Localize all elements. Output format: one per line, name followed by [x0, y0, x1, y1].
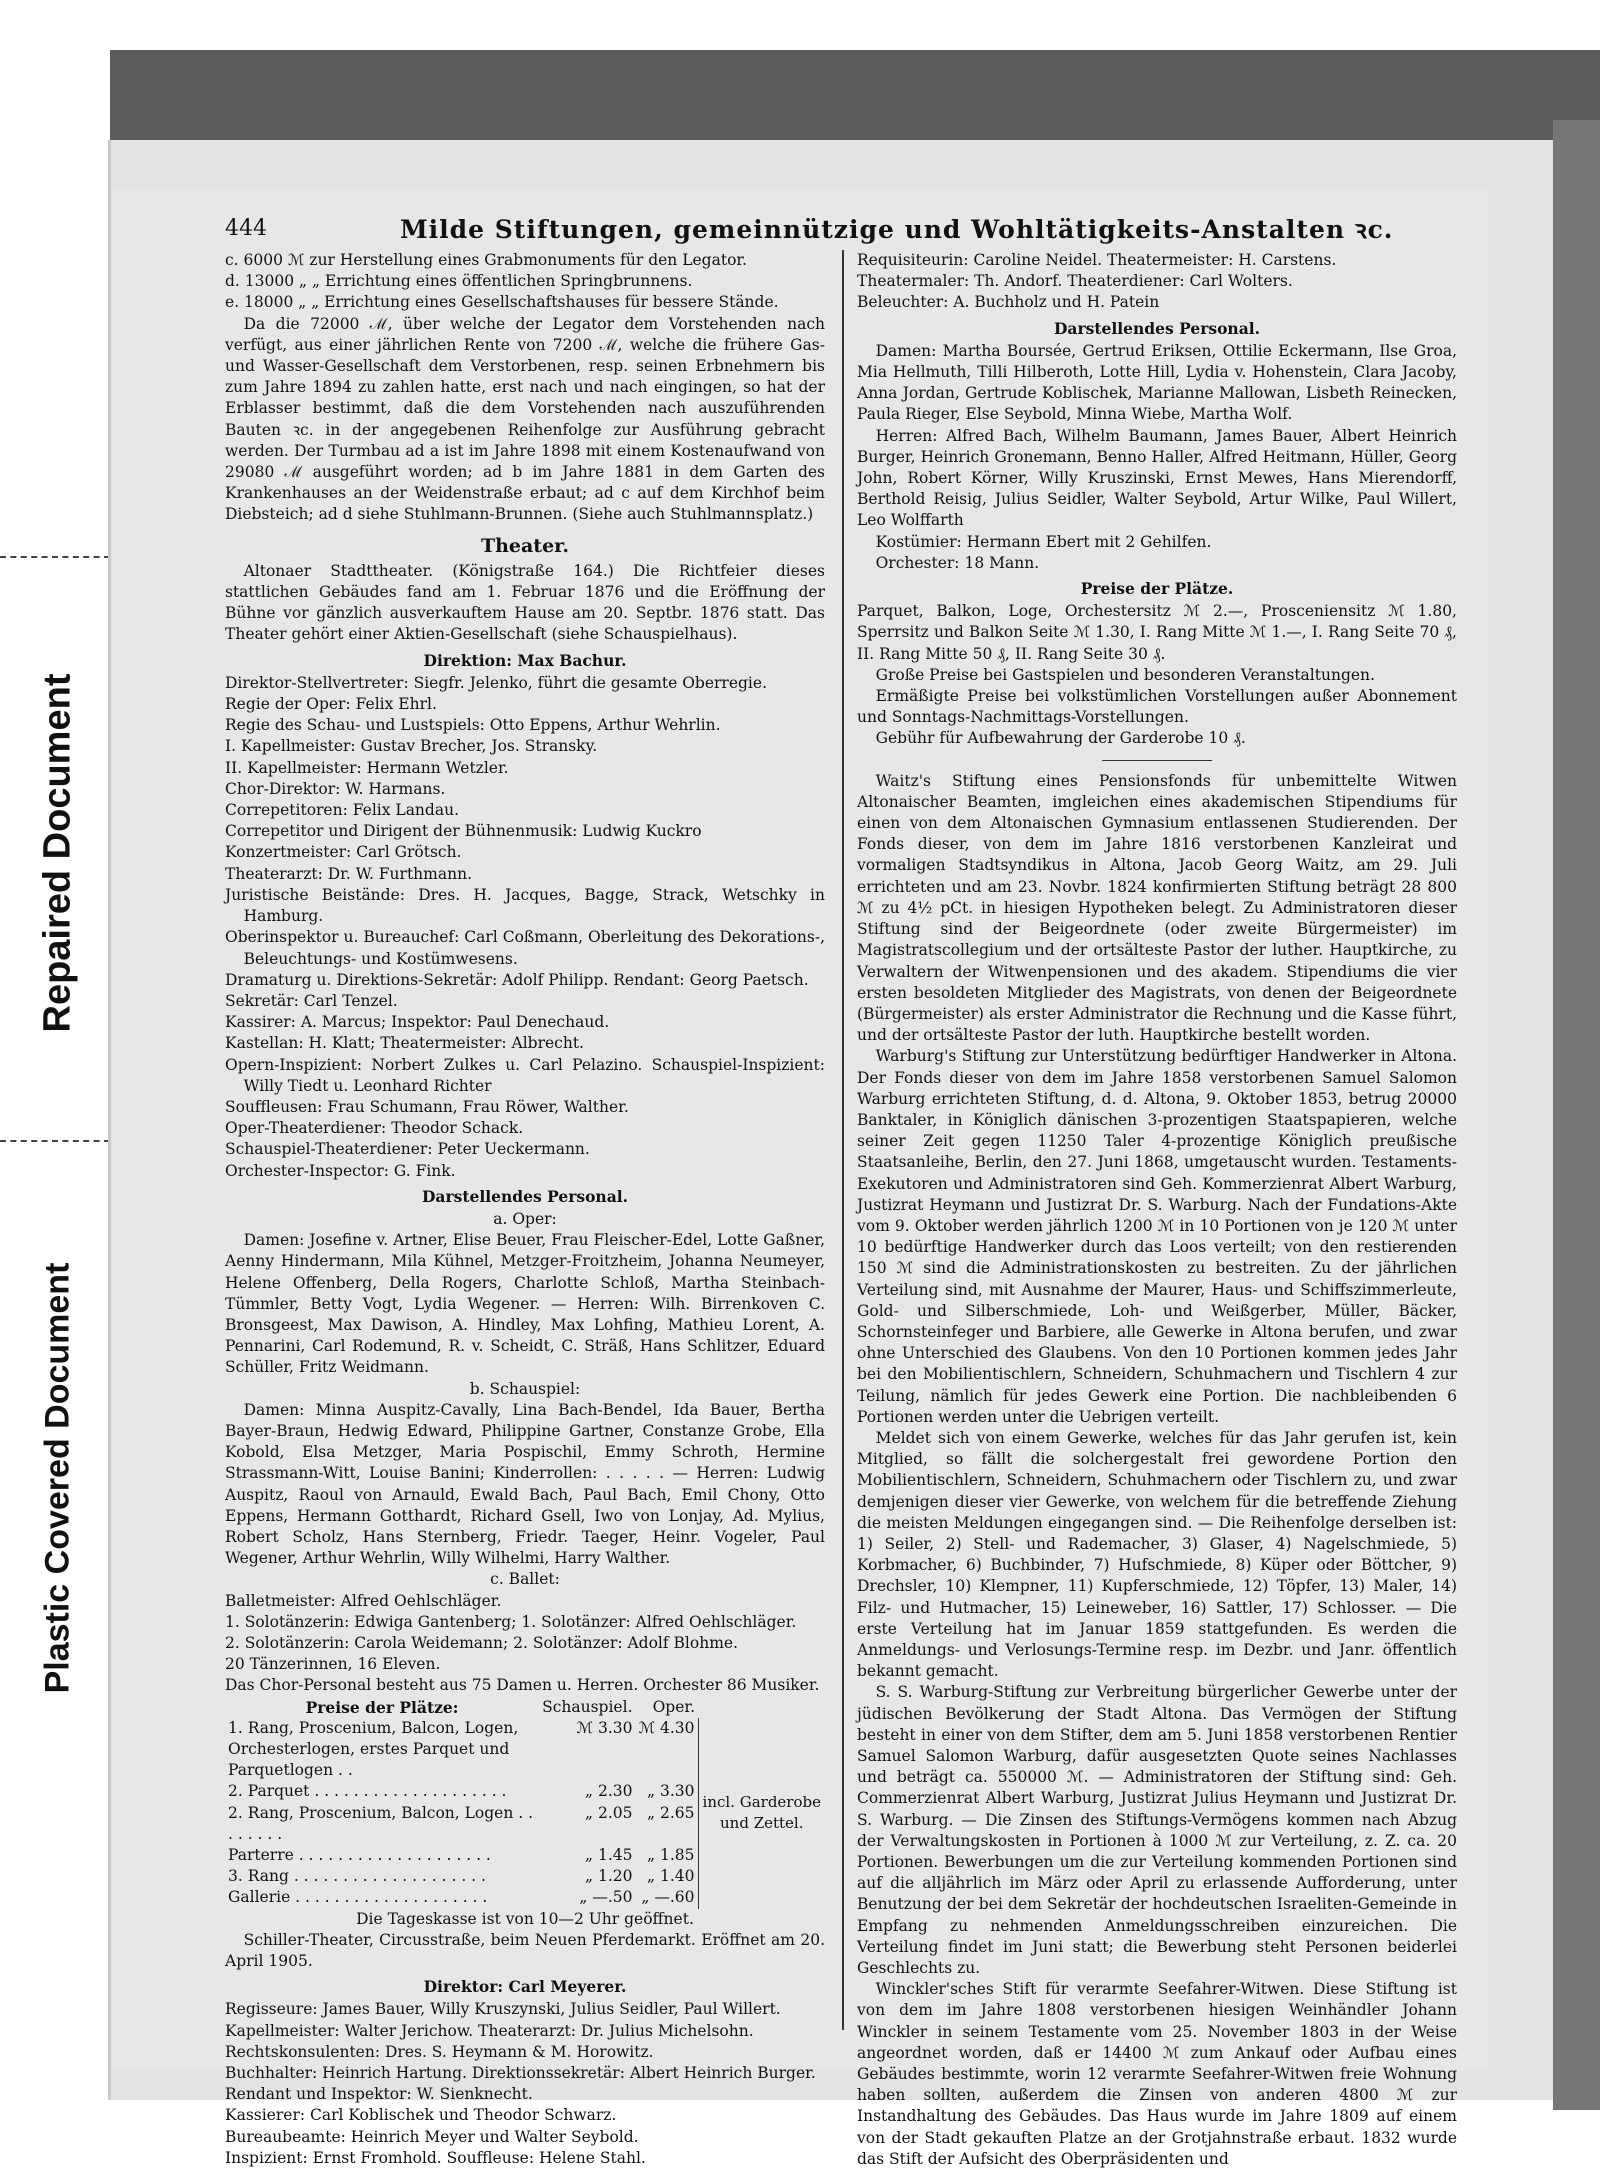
column-divider	[842, 250, 844, 2030]
entry-line: Regisseure: James Bauer, Willy Kruszynski, Julius Seidler, Paul Willert.	[225, 2000, 781, 2019]
paragraph: Parquet, Balkon, Loge, Orchestersitz ℳ 2.—, Prosceniensitz ℳ 1.80, Sperrsitz und Balkon Seite ℳ 1.30, I. Rang Mitte ℳ 1.—, I. Rang Seite 70 ₰, II. Rang Mitte 50 ₰, II. Rang Seite 30 ₰.	[857, 602, 1457, 663]
paragraph: Ermäßigte Preise bei volkstümlichen Vorstellungen außer Abonnement und Sonntags-Nachmittags-Vorstellungen.	[857, 687, 1457, 727]
section-heading: Theater.	[480, 534, 570, 557]
left-column	[225, 250, 825, 2169]
seat-price: ℳ 4.30	[638, 1718, 695, 1737]
running-title: Milde Stiftungen, gemeinnützige und Wohltätigkeits-Anstalten ꝛc.	[400, 215, 1394, 244]
seat-price: „ —.60	[641, 1888, 695, 1907]
paragraph: Gebühr für Aufbewahrung der Garderobe 10 ₰.	[875, 729, 1246, 748]
category-heading: a. Oper:	[493, 1209, 557, 1228]
paragraph: Altonaer Stadttheater. (Königstraße 164.) Die Richtfeier dieses stattlichen Gebäudes fand am 1. Februar 1876 und die Eröffnung der Bühne vor gänzlich ausverkauftem Hause am 20. Septbr. 1876 statt. Das Theater gehört einer Aktien-Gesellschaft (siehe Schauspielhaus).	[225, 561, 825, 644]
seat-price: „ 2.30	[585, 1782, 633, 1801]
seat-category: Gallerie . . . . . . . . . . . . . . . . . . . .	[228, 1888, 488, 1907]
seat-category: Parterre . . . . . . . . . . . . . . . . . . . .	[228, 1846, 491, 1865]
left-margin	[0, 0, 110, 2177]
paragraph: Warburg's Stiftung zur Unterstützung bedürftiger Handwerker in Altona. Der Fonds dieser von dem im Jahre 1858 verstorbenen Samuel Salomon Warburg errichteten Stiftung, d. d. Altona, 9. Oktober 1853, betrug 20000 Banktaler, in Königlich dänischen 3-prozentigen Staatspapieren, welche seiner Zeit gegen 11250 Taler 4-prozentige Königlich preußische Staatsanleihe, Berlin, den 27. Juni 1868, umgetauscht wurden. Testaments-Exekutoren und Administratoren sind Geh. Kommerzienrat Albert Warburg, Justizrat Heymann und Justizrat Dr. S. Warburg. Nach der Fundations-Akte vom 9. Oktober werden jährlich 1200 ℳ in 10 Portionen von je 120 ℳ unter 10 bedürftige Handwerker durch das Loos verteilt; von den restierenden 150 ℳ sind die Administrationskosten zu bestreiten. Zu der jährlichen Verteilung sind, mit Ausnahme der Maurer, Haus- und Schiffszimmerleute, Gold- und Silberschmiede, Loh- und Weißgerber, Müller, Bäcker, Schornsteinfeger und Barbiere, alle Gewerke in Altona berufen, und zwar ohne Unterschied des Glaubens. Von den 10 Portionen kommen jedes Jahr bei den Mobilientischlern, Schneidern, Schuhmachern und Tischlern 4 zur Teilung, nämlich für jedes Gewerk eine Portion. Die nachbleibenden 6 Portionen werden unter die Uebrigen verteilt.	[857, 1047, 1457, 1426]
section-rule	[1102, 760, 1212, 761]
subheading: Darstellendes Personal.	[1053, 318, 1261, 338]
entry-line: Rechtskonsulenten: Dres. S. Heymann & M. Horowitz.	[225, 2042, 654, 2061]
entry-line: Correpetitor und Dirigent der Bühnenmusik: Ludwig Kuckro	[225, 822, 702, 841]
label-divider-top	[0, 556, 110, 558]
entry-line: Inspizient: Ernst Fromhold. Souffleuse: Helene Stahl.	[225, 2148, 646, 2167]
paragraph: Damen: Josefine v. Artner, Elise Beuer, Frau Fleischer-Edel, Lotte Gaßner, Aenny Hindermann, Mila Kühnel, Metzger-Froitzheim, Johanna Neumeyer, Helene Offenberg, Della Rogers, Charlotte Schloß, Martha Steinbach-Tümmler, Betty Vogt, Lydia Wegener. — Herren: Wilh. Birrenkoven C. Bronsgeest, Max Dawison, A. Hindley, Max Lohfing, Mathieu Lorent, A. Pennarini, Carl Rodemund, R. v. Scheidt, C. Sträß, Hans Schlitzer, Eduard Schüller, Fritz Weidmann.	[225, 1231, 826, 1377]
entry-line: Oberinspektor u. Bureauchef: Carl Coßmann, Oberleitung des Dekorations-, Beleuchtungs- und Kostümwesens.	[225, 928, 825, 968]
box-office-hours: Die Tageskasse ist von 10—2 Uhr geöffnet.	[356, 1909, 694, 1928]
price-header-cell: Preise der Plätze:	[305, 1697, 459, 1717]
schiller-theater-section	[225, 1930, 825, 2169]
entry-line: Requisiteurin: Caroline Neidel. Theatermeister: H. Carstens.	[857, 251, 1337, 269]
entry-line: Kapellmeister: Walter Jerichow. Theaterarzt: Dr. Julius Michelsohn.	[225, 2021, 754, 2040]
seat-category: 3. Rang . . . . . . . . . . . . . . . . . . . .	[228, 1867, 486, 1886]
entry-line: Balletmeister: Alfred Oehlschläger.	[225, 1591, 502, 1610]
entry-line: Orchester-Inspector: G. Fink.	[225, 1161, 456, 1180]
price-header-cell: Schauspiel.	[542, 1697, 633, 1716]
paragraph: Große Preise bei Gastspielen und besonderen Veranstaltungen.	[875, 665, 1375, 684]
label-divider-middle	[0, 1140, 110, 1142]
entry-line: 1. Solotänzerin: Edwiga Gantenberg; 1. Solotänzer: Alfred Oehlschläger.	[225, 1612, 797, 1631]
entry-line: Beleuchter: A. Buchholz und H. Patein	[857, 293, 1160, 312]
paragraph: Damen: Martha Boursée, Gertrud Eriksen, Ottilie Eckermann, Ilse Groa, Mia Hellmuth, Tilli Hilberoth, Lotte Hill, Lydia v. Hohenstein, Clara Jacoby, Anna Jordan, Gertrude Koblischek, Marianne Mallowan, Lisbeth Reinecken, Paula Rieger, Else Seybold, Minna Wiebe, Martha Wolf.	[857, 341, 1457, 424]
subheading: Direktion: Max Bachur.	[423, 650, 627, 670]
seat-price: „ 1.45	[585, 1846, 633, 1865]
price-table-header	[225, 1697, 825, 1718]
price-note: incl. Garderobe und Zettel.	[698, 1718, 825, 1909]
page-number: 444	[225, 216, 267, 241]
seat-price: „ 3.30	[647, 1782, 695, 1801]
category-heading: b. Schauspiel:	[469, 1379, 581, 1398]
top-margin	[0, 0, 1600, 50]
entry-line: Rendant und Inspektor: W. Sienknecht.	[225, 2085, 533, 2104]
entry-line: Sekretär: Carl Tenzel.	[225, 991, 398, 1010]
seat-price: ℳ 3.30	[576, 1718, 633, 1737]
seat-price: „ 1.40	[647, 1867, 695, 1886]
seat-price: „ 2.65	[647, 1803, 695, 1822]
entry-line: Theatermaler: Th. Andorf. Theaterdiener: Carl Wolters.	[857, 272, 1293, 291]
entry-line: Kassirer: A. Marcus; Inspektor: Paul Denechaud.	[225, 1013, 610, 1032]
paragraph: Schiller-Theater, Circusstraße, beim Neuen Pferdemarkt. Eröffnet am 20. April 1905.	[225, 1930, 825, 1971]
scanner-edge	[1553, 120, 1600, 2110]
paragraph: Da die 72000 ℳ, über welche der Legator dem Vorstehenden nach verfügt, aus einer jährlichen Rente von 7200 ℳ, welche die frühere Gas- und Wasser-Gesellschaft dem Verstorbenen, resp. seinen Erbnehmern bis zum Jahre 1894 zu zahlen hatte, erst nach und nach eingingen, so hat der Erblasser bestimmt, daß die dem Vorstehenden nach auszuführenden Bauten ꝛc. in der angegebenen Reihenfolge zur Ausführung gebracht werden. Der Turmbau ad a ist im Jahre 1898 mit einem Kostenaufwand von 29080 ℳ ausgeführt worden; ad b im Jahre 1881 in dem Garten des Krankenhauses an der Weidenstraße erbaut; ad c auf dem Kirchhof beim Diebsteich; ad d siehe Stuhlmann-Brunnen. (Siehe auch Stuhlmannsplatz.)	[225, 314, 825, 524]
entry-line: Chor-Direktor: W. Harmans.	[225, 779, 446, 798]
entry-line: I. Kapellmeister: Gustav Brecher, Jos. Stransky.	[225, 737, 598, 756]
entry-line: Das Chor-Personal besteht aus 75 Damen u. Herren. Orchester 86 Musiker.	[225, 1676, 820, 1695]
seat-price: „ —.50	[579, 1888, 633, 1907]
entry-line: Buchhalter: Heinrich Hartung. Direktionssekretär: Albert Heinrich Burger.	[225, 2064, 816, 2083]
paragraph: Winckler'sches Stift für verarmte Seefahrer-Witwen. Diese Stiftung ist von dem im Jahre 1808 verstorbenen hiesigen Weinhändler Johann Winckler in seinem Testamente vom 25. November 1803 in der Weise angeordnet worden, daß er 14400 ℳ zum Ankauf oder Aufbau eines Gebäudes bestimmte, worin 12 verarmte Seefahrer-Witwen freie Wohnung haben sollten, außerdem die Zinsen von anderen 4800 ℳ zur Instandhaltung des Gebäudes. Das Haus wurde im Jahre 1809 auf einem von der Stadt gekauften Platze an der Grotjahnstraße erbaut. 1832 wurde das Stift der Aufsicht des Oberpräsidenten und	[857, 1980, 1457, 2168]
price-table	[225, 1697, 825, 1909]
subheading: Preise der Plätze.	[1080, 579, 1234, 599]
seat-price: „ 1.85	[647, 1846, 695, 1865]
entry-line: 20 Tänzerinnen, 16 Eleven.	[225, 1655, 441, 1674]
entry-line: Theaterarzt: Dr. W. Furthmann.	[225, 864, 472, 883]
paragraph: Orchester: 18 Mann.	[875, 553, 1040, 572]
entry-line: Juristische Beistände: Dres. H. Jacques, Bagge, Strack, Wetschky in Hamburg.	[225, 885, 825, 926]
entry-line: 2. Solotänzerin: Carola Weidemann; 2. Solotänzer: Adolf Blohme.	[225, 1634, 738, 1652]
subheading: Darstellendes Personal.	[421, 1186, 629, 1206]
entry-line: II. Kapellmeister: Hermann Wetzler.	[225, 758, 509, 777]
entry-line: d. 13000 „ „ Errichtung eines öffentlichen Springbrunnens.	[225, 272, 693, 291]
entry-line: Souffleusen: Frau Schumann, Frau Röwer, Walther.	[225, 1097, 629, 1116]
entry-line: Bureaubeamte: Heinrich Meyer und Walter Seybold.	[225, 2127, 639, 2146]
seat-category: 2. Rang, Proscenium, Balcon, Logen . . . . . . . .	[228, 1803, 534, 1843]
entry-line: Kastellan: H. Klatt; Theatermeister: Albrecht.	[225, 1034, 584, 1053]
paragraph: Meldet sich von einem Gewerke, welches für das Jahr gerufen ist, kein Mitglied, so fällt die solchergestalt frei gewordene Portion den Mobilientischlern, Schneidern, Schuhmachern oder Tischlern zu, und zwar demjenigen dieser vier Gewerke, von welchem für die betreffende Ziehung die meisten Meldungen eingegangen sind. — Die Reihenfolge derselben ist: 1) Seiler, 2) Stell- und Rademacher, 3) Glaser, 4) Nagelschmiede, 5) Korbmacher, 6) Buchbinder, 7) Hufschmiede, 8) Küper oder Böttcher, 9) Drechsler, 10) Klempner, 11) Kupferschmiede, 12) Töpfer, 13) Maler, 14) Filz- und Hutmacher, 15) Leineweber, 16) Sattler, 17) Schlosser. — Die erste Verteilung hat im Januar 1859 stattgefunden. Es werden die Anmeldungs- und Verlosungs-Termine resp. im Dezbr. und Janr. öffentlich bekannt gemacht.	[857, 1428, 1457, 1681]
subheading: Direktor: Carl Meyerer.	[423, 1977, 627, 1997]
entry-line: Dramaturg u. Direktions-Sekretär: Adolf Philipp. Rendant: Georg Paetsch.	[225, 970, 809, 989]
category-heading: c. Ballet:	[490, 1570, 560, 1589]
paragraph: Herren: Alfred Bach, Wilhelm Baumann, James Bauer, Albert Heinrich Burger, Heinrich Gronemann, Benno Haller, Alfred Heitmann, Hüller, Georg John, Robert Körner, Willy Kruszinski, Ernst Mewes, Hans Mierendorff, Berthold Reisig, Julius Seidler, Walter Seybold, Artur Wilke, Paul Willert, Leo Wolffarth	[857, 426, 1457, 530]
right-column-body	[857, 250, 1457, 2170]
entry-line: Kassierer: Carl Koblischek und Theodor Schwarz.	[225, 2106, 617, 2125]
seat-category: 1. Rang, Proscenium, Balcon, Logen, Orchesterlogen, erstes Parquet und Parquetlogen . .	[228, 1718, 519, 1780]
price-row	[225, 1718, 825, 1782]
entry-line: Oper-Theaterdiener: Theodor Schack.	[225, 1119, 524, 1138]
price-header-cell: Oper.	[652, 1697, 696, 1716]
entry-line: Direktor-Stellvertreter: Siegfr. Jelenko, führt die gesamte Oberregie.	[225, 673, 767, 692]
seat-category: 2. Parquet . . . . . . . . . . . . . . . . . . . .	[228, 1782, 507, 1801]
right-column	[857, 250, 1457, 2170]
paragraph: Waitz's Stiftung eines Pensionsfonds für unbemittelte Witwen Altonaischer Beamten, imgleichen eines akademischen Stipendiums für einen von dem Altonaischen Gymnasium entlassenen Studierenden. Der Fonds dieser, von dem im Jahre 1816 verstorbenen Kanzleirat und vormaligen Stadtsyndikus in Altona, Jacob Georg Waitz, am 29. Juli errichteten und am 23. Novbr. 1824 konfirmierten Stiftung beträgt 28 800 ℳ zu 4½ pCt. in hiesigen Hypotheken belegt. Zu Administratoren dieser Stiftung sind der Beigeordnete (oder zweite Bürgermeister) im Magistratscollegium und der ortsälteste Pastor der luther. Hauptkirche, zu Verwaltern der Witwenpensionen und des akadem. Stipendiums die vier ersten besoldeten Mitglieder des Magistrats, von denen der Beigeordnete (Bürgermeister) als erster Administrator die Rechnung und die Kasse führt, und der ortsälteste Pastor der luth. Hauptkirche bestellt worden.	[857, 771, 1457, 1045]
paragraph: Kostümier: Hermann Ebert mit 2 Gehilfen.	[875, 532, 1212, 551]
left-column-body	[225, 250, 825, 1697]
seat-price: „ 2.05	[585, 1803, 633, 1822]
entry-line: Regie der Oper: Felix Ehrl.	[225, 695, 437, 714]
seat-price: „ 1.20	[585, 1867, 633, 1886]
entry-line: Opern-Inspizient: Norbert Zulkes u. Carl Pelazino. Schauspiel-Inspizient: Willy Tiedt u. Leonhard Richter	[225, 1055, 825, 1095]
entry-line: Schauspiel-Theaterdiener: Peter Ueckermann.	[225, 1140, 590, 1159]
page-header	[225, 212, 1395, 252]
entry-line: Konzertmeister: Carl Grötsch.	[225, 843, 462, 862]
entry-line: c. 6000 ℳ zur Herstellung eines Grabmonuments für den Legator.	[225, 251, 748, 269]
paragraph: S. S. Warburg-Stiftung zur Verbreitung bürgerlicher Gewerbe unter der jüdischen Bevölkerung der Stadt Altona. Das Vermögen der Stiftung besteht in einer von dem Stifter, dem am 5. Juni 1858 verstorbenen Rentier Samuel Salomon Warburg, dafür ausgesetzten Quote seines Nachlasses und beträgt ca. 550000 ℳ. — Administratoren der Stiftung sind: Geh. Commerzienrat Albert Warburg, Justizrat Julius Heymann und Justizrat Dr. S. Warburg. — Die Zinsen des Stiftungs-Vermögens kommen nach Abzug der Verwaltungskosten in Portionen à 1000 ℳ zur Verteilung, z. Z. ca. 20 Portionen. Bewerbungen um die zur Verteilung kommenden Portionen sind auf die alljährlich im März oder April zu erlassende Aufforderung, unter Benutzung der bei dem Sekretär der hochdeutschen Israeliten-Gemeinde in Empfang zu nehmenden Anmeldungsschreiben einzureichen. Die Verteilung findet im Juni statt; die Bewerbung steht Personen beiderlei Geschlechts zu.	[857, 1683, 1457, 1978]
entry-line: e. 18000 „ „ Errichtung eines Gesellschaftshauses für bessere Stände.	[225, 293, 779, 312]
paragraph: Damen: Minna Auspitz-Cavally, Lina Bach-Bendel, Ida Bauer, Bertha Bayer-Braun, Hedwig Edward, Philippine Gartner, Constanze Grobe, Ella Kobold, Elsa Metzger, Maria Pospischil, Emmy Schroth, Hermine Strassmann-Witt, Louise Banini; Kinderrollen: . . . . . — Herren: Ludwig Auspitz, Raoul von Arnauld, Ewald Bach, Paul Bach, Emil Chony, Otto Eppens, Hermann Gotthardt, Richard Gsell, Iwo von Lonjay, Ad. Mylius, Robert Scholz, Hans Sternberg, Friedr. Taeger, Heinr. Vogeler, Paul Wegener, Arthur Wehrlin, Willy Wilhelmi, Harry Walther.	[225, 1400, 825, 1568]
entry-line: Correpetitoren: Felix Landau.	[225, 801, 459, 820]
price-header-empty	[698, 1697, 825, 1718]
entry-line: Regie des Schau- und Lustspiels: Otto Eppens, Arthur Wehrlin.	[225, 716, 721, 735]
